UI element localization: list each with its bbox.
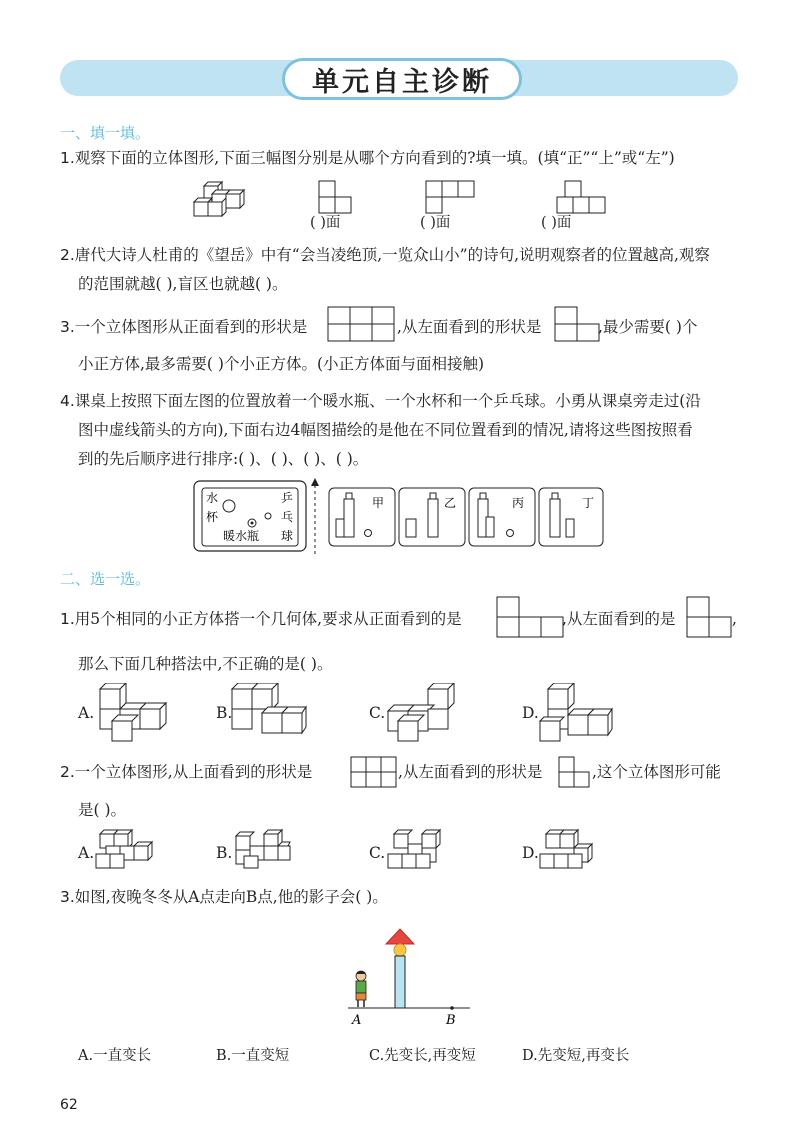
section-1-heading: 一、填一填。 <box>60 124 151 142</box>
s1-q1-blank-2[interactable]: ( )面 <box>420 215 451 231</box>
desk-label-ping2: 乓 <box>281 510 294 524</box>
s2-q2-top-view <box>350 756 398 788</box>
desk-label-shui: 水 <box>206 491 219 505</box>
s1-q2-num: 2. <box>60 246 75 264</box>
desk-label-bottle: 暖水瓶 <box>223 529 260 543</box>
s1-q1-num: 1. <box>60 149 75 167</box>
s1-q2-line-1 <box>60 248 710 264</box>
s2-q3-line-1 <box>60 890 388 906</box>
s1-q3-left-view <box>554 306 600 342</box>
s2-q1-option-d-figure[interactable] <box>536 683 616 743</box>
s2-q2-left-view <box>558 756 592 788</box>
s1-q1-text <box>60 151 675 167</box>
s1-q4-line-2: 图中虚线箭头的方向),下面右边4幅图描绘的是他在不同位置看到的情况,请将这些图按照看 <box>78 421 693 439</box>
s2-q1-option-b-label[interactable]: B. <box>216 704 233 722</box>
s1-q1-view-3 <box>556 180 606 214</box>
s2-q1-num: 1. <box>60 610 75 628</box>
s2-q2-part-2: ,从左面看到的形状是 <box>398 763 543 781</box>
s2-q2-option-d-figure[interactable] <box>536 826 600 872</box>
s1-q2-text-1: 唐代大诗人杜甫的《望岳》中有“会当凌绝顶,一览众山小”的诗句,说明观察者的位置越高,观察 <box>74 246 710 264</box>
s2-q1-line-1 <box>60 612 462 628</box>
desk-label-qiu: 球 <box>281 529 294 543</box>
s2-q2-num: 2. <box>60 763 75 781</box>
view-box-ding <box>538 487 604 547</box>
s1-q3-part-2: ,从左面看到的形状是 <box>397 318 542 336</box>
desk-diagram <box>193 480 307 552</box>
s2-q2-option-c-figure[interactable] <box>384 826 448 872</box>
view-label-bing: 丙 <box>512 496 525 510</box>
s2-q1-part-2: ,从左面看到的是 <box>562 610 676 628</box>
s2-q1-option-a-figure[interactable] <box>92 683 172 743</box>
s1-q3-line-1 <box>60 320 307 336</box>
s2-q3-num: 3. <box>60 888 75 906</box>
lamp-shade <box>386 929 414 944</box>
s2-q1-part-3: , <box>732 610 737 628</box>
s1-q1-view-1 <box>318 180 358 214</box>
s2-q1-part-1: 用5个相同的小正方体搭一个几何体,要求从正面看到的是 <box>74 610 462 628</box>
point-b <box>450 1006 454 1010</box>
lamp-bulb <box>394 944 406 956</box>
s1-q3-part-3: ,最少需要( )个 <box>598 318 698 336</box>
s1-q3-line-2: 小正方体,最多需要( )个小正方体。(小正方体面与面相接触) <box>78 355 485 373</box>
s2-q2-part-3: ,这个立体图形可能 <box>592 763 721 781</box>
page-number: 62 <box>60 1097 78 1113</box>
s1-q4-line-1 <box>60 394 701 410</box>
s2-q2-option-a-label[interactable]: A. <box>78 844 95 862</box>
label-b: B <box>446 1013 456 1028</box>
page-title: 单元自主诊断 <box>282 58 522 100</box>
view-box-yi <box>398 487 466 547</box>
view-label-ding: 丁 <box>582 496 595 510</box>
s2-q1-option-c-figure[interactable] <box>382 683 462 743</box>
s1-q1-solid-figure <box>190 180 250 226</box>
view-label-jia: 甲 <box>372 496 385 510</box>
s2-q3-text: 如图,夜晚冬冬从A点走向B点,他的影子会( )。 <box>74 888 388 906</box>
s1-q3-part-1: 一个立体图形从正面看到的形状是 <box>74 318 308 336</box>
s1-q1-question: 观察下面的立体图形,下面三幅图分别是从哪个方向看到的?填一填。(填“正”“上”或“左”) <box>74 149 675 167</box>
desk-label-ping1: 乒 <box>281 491 294 505</box>
view-box-bing <box>468 487 536 547</box>
s2-q1-option-a-label[interactable]: A. <box>78 704 95 722</box>
s2-q2-line-1 <box>60 765 312 781</box>
s1-q4-line-3: 到的先后顺序进行排序:( )、( )、( )、( )。 <box>78 450 369 468</box>
view-label-yi: 乙 <box>444 496 457 510</box>
boy-figure <box>356 971 366 1007</box>
s2-q1-front-view <box>496 596 564 638</box>
s2-q1-option-b-figure[interactable] <box>228 683 308 743</box>
s2-q1-option-c-label[interactable]: C. <box>369 704 386 722</box>
s2-q2-option-c-label[interactable]: C. <box>369 844 386 862</box>
s1-q1-blank-3[interactable]: ( )面 <box>541 215 572 231</box>
s2-q2-option-b-label[interactable]: B. <box>216 844 233 862</box>
view-box-jia <box>328 487 396 547</box>
s1-q4-text-1: 课桌上按照下面左图的位置放着一个暖水瓶、一个水杯和一个乒乓球。小勇从课桌旁走过(沿 <box>74 392 701 410</box>
s2-q2-line-2: 是( )。 <box>78 801 127 819</box>
label-a: A <box>352 1013 362 1028</box>
path-arrow-dashed <box>309 476 323 556</box>
s2-q2-option-a-figure[interactable] <box>92 826 156 872</box>
s2-q3-option-d[interactable]: D.先变短,再变长 <box>522 1048 630 1064</box>
s2-q2-part-1: 一个立体图形,从上面看到的形状是 <box>74 763 313 781</box>
desk-label-bei: 杯 <box>206 510 219 524</box>
s1-q4-num: 4. <box>60 392 75 410</box>
s2-q1-left-view <box>686 596 732 638</box>
s2-q1-line-2: 那么下面几种搭法中,不正确的是( )。 <box>78 655 333 673</box>
s2-q2-option-b-figure[interactable] <box>230 826 294 872</box>
s1-q3-front-view <box>327 306 397 342</box>
s1-q1-blank-1[interactable]: ( )面 <box>310 215 341 231</box>
s1-q2-line-2: 的范围就越( ),盲区也就越( )。 <box>78 275 288 293</box>
s2-q3-option-b[interactable]: B.一直变短 <box>216 1048 290 1064</box>
s1-q3-num: 3. <box>60 318 75 336</box>
s2-q1-option-d-label[interactable]: D. <box>522 704 539 722</box>
lamp-pole <box>395 956 405 1008</box>
s2-q2-option-d-label[interactable]: D. <box>522 844 539 862</box>
section-2-heading: 二、选一选。 <box>60 570 151 588</box>
s2-q3-option-c[interactable]: C.先变长,再变短 <box>369 1048 476 1064</box>
lamp-scene <box>340 928 480 1028</box>
s1-q1-view-2 <box>425 180 475 214</box>
s2-q3-option-a[interactable]: A.一直变长 <box>78 1048 152 1064</box>
